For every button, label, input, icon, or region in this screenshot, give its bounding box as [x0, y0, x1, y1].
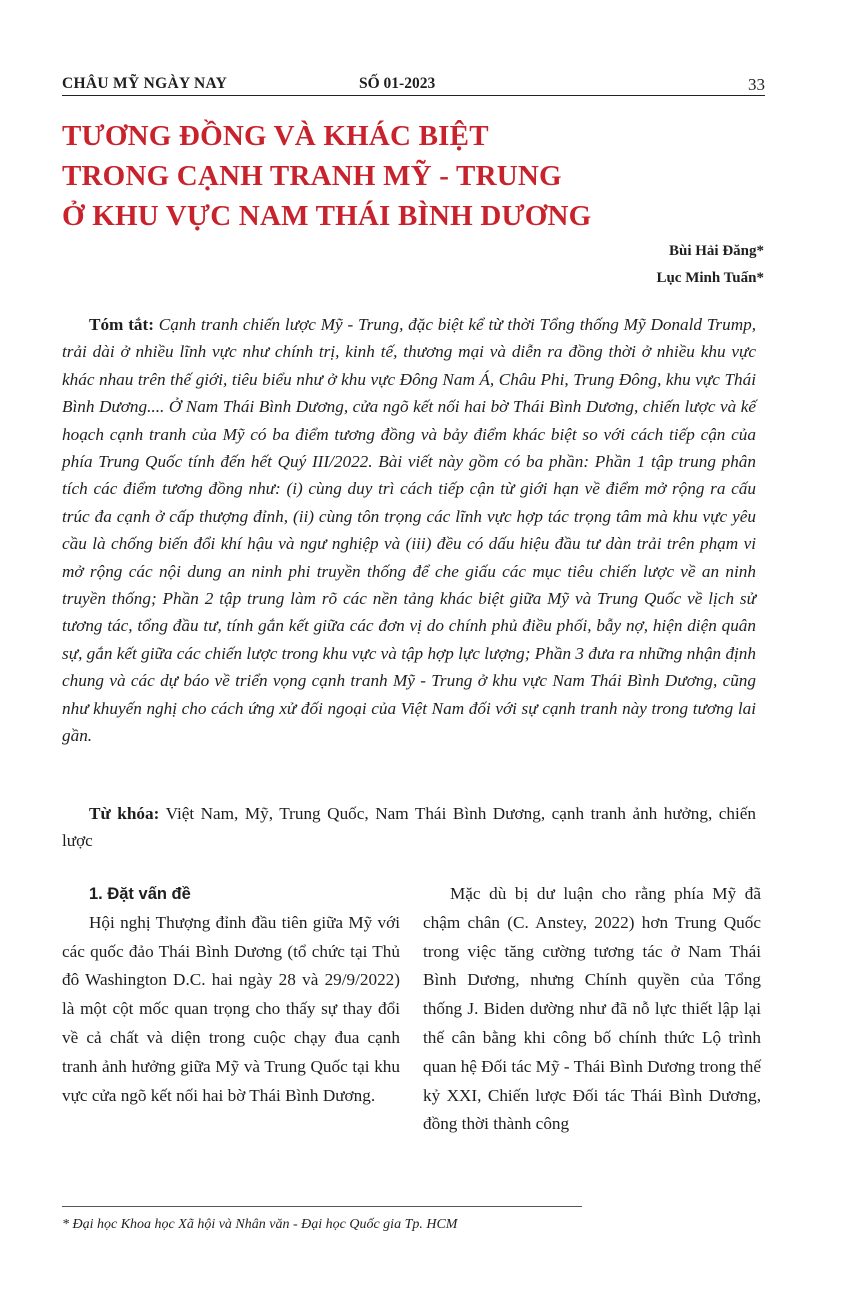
abstract-text: Cạnh tranh chiến lược Mỹ - Trung, đặc biệt kể từ thời Tổng thống Mỹ Donald Trump, trải dài ở nhiều lĩnh vực như chính trị, kinh tế, thương mại và diễn ra đồng thời ở nhiều khu vực khác nhau trên thế giới, tiêu biểu như ở khu vực Đông Nam Á, Châu Phi, Trung Đông, khu vực Thái Bình Dương.... Ở Nam Thái Bình Dương, cửa ngõ kết nối hai bờ Thái Bình Dương, chiến lược và kế hoạch cạnh tranh của Mỹ có ba điểm tương đồng và bảy điểm khác biệt so với cách tiếp cận của phía Trung Quốc tính đến hết Quý III/2022. Bài viết này gồm có ba phần: Phần 1 tập trung phân tích các điểm tương đồng như: (i) cùng duy trì cách tiếp cận từ giới hạn về điểm mở rộng ra cấu trúc đa cạnh ở cấp thượng đỉnh, (ii) cùng tôn trọng các lĩnh vực hợp tác trọng tâm mà khu vực yêu cầu là chống biến đổi khí hậu và ngư nghiệp và (iii) đều có dấu hiệu đầu tư dàn trải trên phạm vi mở rộng các nội dung an ninh phi truyền thống để che giấu các mục tiêu chiến lược về an ninh truyền thống; Phần 2 tập trung làm rõ các nền tảng khác biệt giữa Mỹ và Trung Quốc về lịch sử tương tác, tổng đầu tư, tính gắn kết giữa các đơn vị do chính phủ điều phối, bẫy nợ, hiện diện quân sự, gắn kết giữa các chiến lược trong khu vực và tập hợp lực lượng; Phần 3 đưa ra những nhận định chung và các dự báo về triển vọng cạnh tranh Mỹ - Trung ở khu vực Nam Thái Bình Dương, cũng như khuyến nghị cho cách ứng xử đối ngoại của Việt Nam đối với sự cạnh tranh này trong tương lai gần. — [62, 315, 757, 746]
body-paragraph: Hội nghị Thượng đỉnh đầu tiên giữa Mỹ với các quốc đảo Thái Bình Dương (tổ chức tại Thủ đô Washington D.C. hai ngày 28 và 29/9/2022) là một cột mốc quan trọng cho thấy sự thay đổi về cả chất và diện trong cuộc chạy đua cạnh tranh ảnh hưởng giữa Mỹ và Trung Quốc tại khu vực cửa ngõ kết nối hai bờ Thái Bình Dương. — [62, 912, 400, 1105]
right-column — [423, 880, 761, 1139]
keywords — [62, 800, 756, 855]
footnote: * Đại học Khoa học Xã hội và Nhân văn - Đại học Quốc gia Tp. HCM — [62, 1217, 458, 1232]
body-paragraph: Mặc dù bị dư luận cho rằng phía Mỹ đã chậm chân (C. Anstey, 2022) hơn Trung Quốc trong việc tăng cường tương tác ở Nam Thái Bình Dương, nhưng Chính quyền của Tổng thống J. Biden dường như đã nỗ lực thiết lập lại thế cân bằng khi công bố chính thức Lộ trình quan hệ Đối tác Mỹ - Thái Bình Dương trong thế kỷ XXI, Chiến lược Đối tác Thái Bình Dương, đồng thời thành công — [423, 884, 761, 1134]
author-list — [656, 238, 764, 292]
title-line: Ở KHU VỰC NAM THÁI BÌNH DƯƠNG — [62, 200, 592, 232]
abstract — [62, 311, 756, 750]
abstract-label: Tóm tắt: — [89, 315, 154, 334]
author-name: Bùi Hải Đăng* — [668, 243, 764, 259]
journal-name: CHÂU MỸ NGÀY NAY — [62, 75, 228, 92]
author-name: Lục Minh Tuấn* — [656, 270, 764, 286]
title-line: TƯƠNG ĐỒNG VÀ KHÁC BIỆT — [62, 120, 489, 152]
left-column — [62, 880, 400, 1110]
running-header — [62, 73, 765, 96]
issue-number: SỐ 01-2023 — [359, 75, 436, 92]
keywords-label: Từ khóa: — [89, 804, 160, 823]
title-line: TRONG CẠNH TRANH MỸ - TRUNG — [62, 160, 562, 192]
footnote-divider — [62, 1206, 582, 1207]
keywords-text: Việt Nam, Mỹ, Trung Quốc, Nam Thái Bình Dương, cạnh tranh ảnh hưởng, chiến lược — [62, 804, 757, 851]
article-title — [62, 116, 762, 236]
section-heading: 1. Đặt vấn đề — [89, 885, 191, 903]
page-number: 33 — [748, 75, 765, 94]
